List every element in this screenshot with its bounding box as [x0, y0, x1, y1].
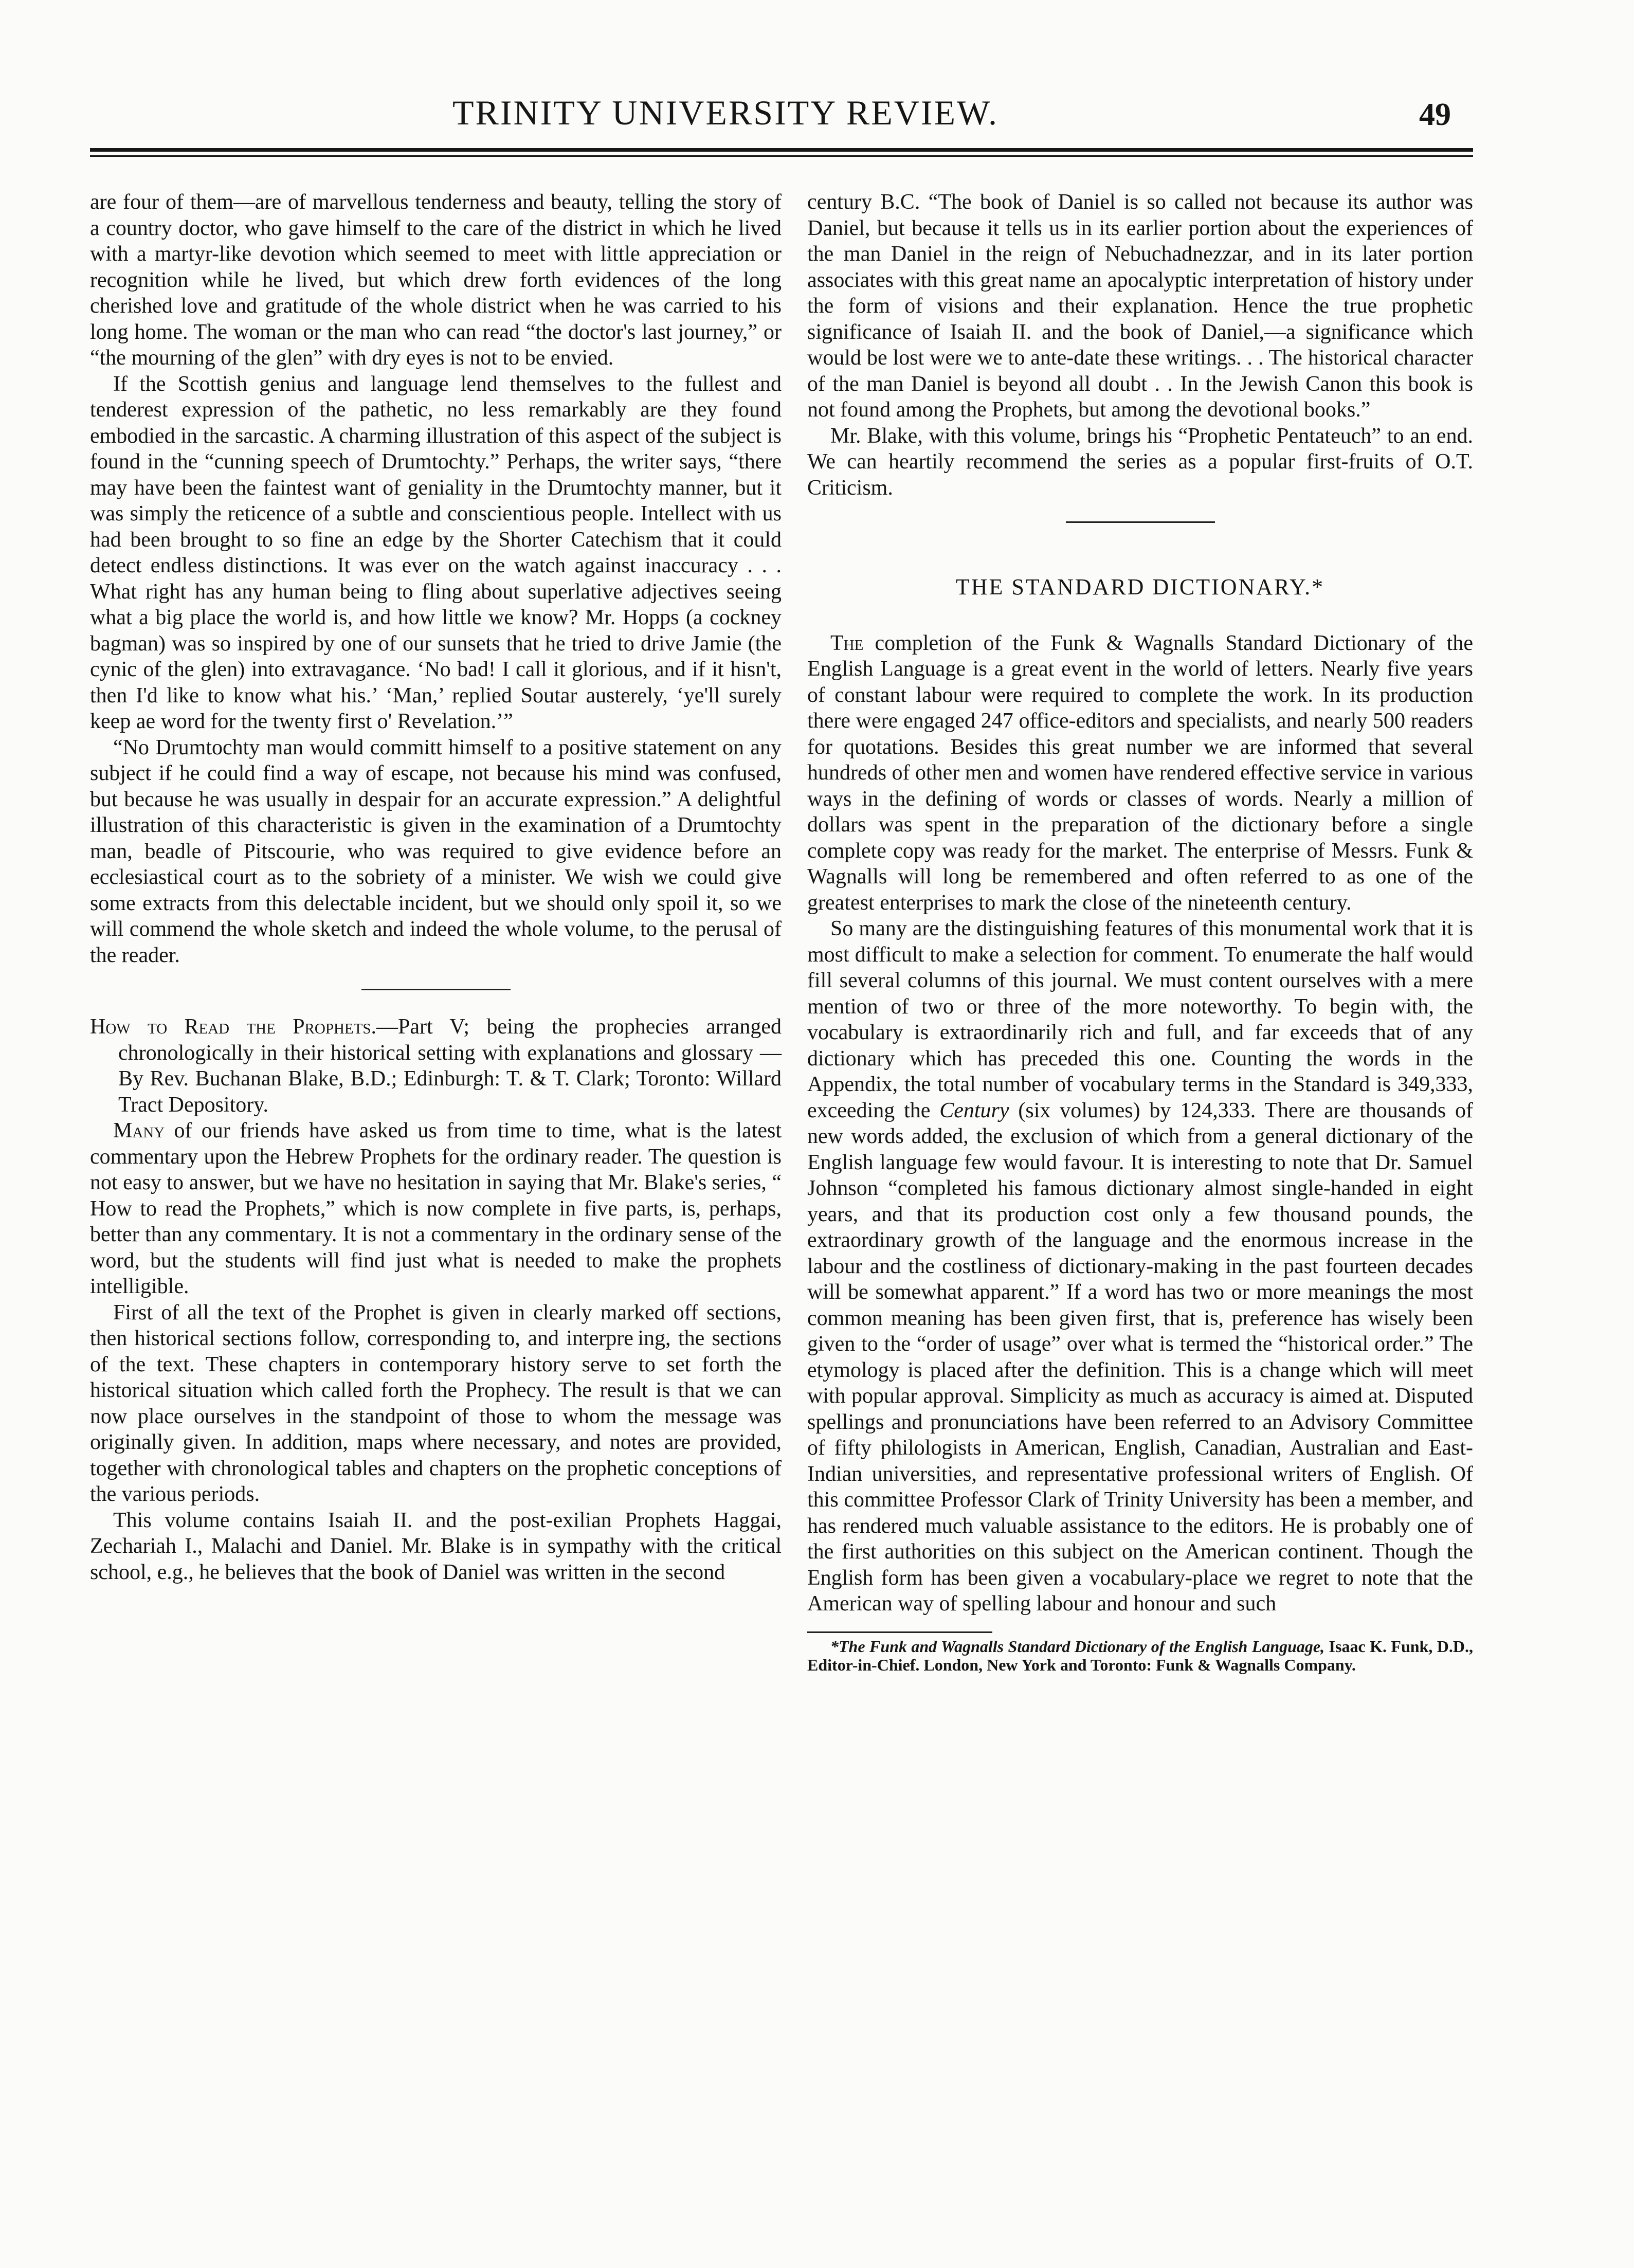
- paragraph-text: So many are the distinguishing features of this monumental work that it is most difficult to make a selection for comment. To enumerate the half would fill several columns of this journal. We must content ourselves with a mere mention of two or three of the more noteworthy. To begin with, the vocabulary is extraordinarily rich and full, and far exceeds that of any dictionary which has preceded this one. Counting the words in the Appendix, the total number of vocabulary terms in the Standard is 349,333, exceeding the: [807, 917, 1473, 1122]
- lead-word: The: [830, 631, 864, 655]
- footnote-title: *The Funk and Wagnalls Standard Dictionary of the English Language,: [830, 1637, 1325, 1656]
- paragraph-text: completion of the Funk & Wagnalls Standard Dictionary of the English Language is a great event in the world of letters. Nearly five years of constant labour were required to complete the work. In its production there were engaged 247 office-editors and specialists, and nearly 500 readers for quotations. Besides this great number we are informed that several hundreds of other men and women have rendered effective service in various ways in the defining of words or classes of words. Nearly a million of dollars was spent in the preparation of the dictionary before a single complete copy was ready for the market. The enterprise of Messrs. Funk & Wagnalls will long be remembered and often referred to as one of the greatest enterprises to mark the close of the nineteenth century.: [807, 631, 1473, 915]
- section-divider: [361, 989, 511, 990]
- paragraph: century B.C. “The book of Daniel is so called not because its author was Daniel, but because it tells us in its earlier portion about the experiences of the man Daniel in the reign of Nebuchadnezzar, and in its later portion associates with this great name an apocalyptic interpretation of history under the form of visions and their explanation. Hence the true prophetic significance of Isaiah II. and the book of Daniel,—a significance which would be lost were we to ante-date these writings. . . The historical character of the man Daniel is beyond all doubt . . In the Jewish Canon this book is not found among the Prophets, but among the devotional books.”: [807, 190, 1473, 422]
- header-rule-thin: [90, 155, 1473, 157]
- left-column: [90, 189, 782, 1585]
- paragraph: [807, 630, 1473, 916]
- paragraph-text: of our friends have asked us from time to time, what is the latest commentary upon the Hebrew Prophets for the ordinary reader. The question is not easy to answer, but we have no hesitation in saying that Mr. Blake's series, “ How to read the Prophets,” which is now complete in five parts, is, perhaps, better than any commentary. It is not a commentary in the ordinary sense of the word, but the students will find just what is needed to make the prophets intelligible.: [90, 1119, 782, 1298]
- paragraph: “No Drumtochty man would committ himself to a positive statement on any subject if he could find a way of escape, not because his mind was confused, but because he was usually in despair for an accurate expression.” A delightful illustration of this characteristic is given in the examination of a Drumtochty man, beadle of Pitscourie, who was required to give evidence before an ecclesiastical court as to the sobriety of a minister. We wish we could give some extracts from this delectable incident, but we should only spoil it, so we will commend the whole sketch and indeed the whole volume, to the perusal of the reader.: [90, 735, 782, 967]
- footnote: [807, 1637, 1473, 1674]
- lead-word: Many: [113, 1119, 165, 1142]
- paragraph: [90, 1118, 782, 1300]
- paragraph: Mr. Blake, with this volume, brings his “Prophetic Pentateuch” to an end. We can heartily recommend the series as a popular first-fruits of O.T. Criticism.: [807, 424, 1473, 500]
- paragraph: [807, 916, 1473, 1617]
- right-column: [807, 189, 1473, 1674]
- paragraph: If the Scottish genius and language lend themselves to the fullest and tenderest expression of the pathetic, no less remarkably are they found embodied in the sarcastic. A charming illustration of this aspect of the subject is found in the “cunning speech of Drumtochty.” Perhaps, the writer says, “there may have been the faintest want of geniality in the Drumtochty manner, but it was simply the reticence of a subtle and conscientious people. Intellect with us had been brought to so fine an edge by the Shorter Catechism that it could detect endless distinctions. It was ever on the watch against inaccuracy . . . What right has any human being to fling about superlative adjectives seeing what a big place the world is, and how little we know? Mr. Hopps (a cockney bagman) was so inspired by one of our sunsets that he tried to drive Jamie (the cynic of the glen) into extravagance. ‘No bad! I call it glorious, and if it hisn't, then I'd like to know what his.’ ‘Man,’ replied Soutar austerely, ‘ye'll surely keep ae word for the twenty first o' Revelation.’”: [90, 372, 782, 733]
- review-details: —Part V; being the prophecies arranged chronologically in their historical setting with explanations and glossary —By Rev. Buchanan Blake, B.D.; Edinburgh: T. & T. Clark; Toronto: Willard Tract Depository.: [118, 1015, 782, 1117]
- review-title: How to Read the Prophets.: [90, 1015, 376, 1039]
- paragraph: are four of them—are of marvellous tenderness and beauty, telling the story of a country doctor, who gave himself to the care of the district in which he lived with a martyr-like devotion which seemed to meet with little appreciation or recognition while he lived, but which drew forth evidences of the long cherished love and gratitude of the whole district when he was carried to his long home. The woman or the man who can read “the doctor's last journey,” or “the mourning of the glen” with dry eyes is not to be envied.: [90, 190, 782, 370]
- footnote-rule: [807, 1631, 992, 1633]
- section-title: THE STANDARD DICTIONARY.*: [955, 574, 1325, 600]
- paragraph-text: (six volumes) by 124,333. There are thousands of new words added, the exclusion of which from a general dictionary of the English language few would favour. It is interesting to note that Dr. Samuel Johnson “completed his famous dictionary almost single-handed in eight years, and that its production cost only a few thousand pounds, the extraordinary growth of the language and the enormous increase in the labour and the costliness of dictionary-making in the past fourteen decades will be somewhat apparent.” If a word has two or more meanings the most common meaning has been given first, that is, preference has wisely been given to the “order of usage” over what is termed the “historical order.” The etymology is placed after the definition. This is a change which will meet with popular approval. Simplicity as much as accuracy is aimed at. Disputed spellings and pronunciations have been referred to an Advisory Committee of fifty philologists in American, English, Canadian, Australian and East-Indian universities, and representative professional writers of English. Of this committee Professor Clark of Trinity University has been a member, and has rendered much valuable assistance to the editors. He is probably one of the first authorities on this subject on the American continent. Though the English form has been given a vocabulary-place we regret to note that the American way of spelling labour and honour and such: [807, 1098, 1474, 1616]
- paragraph: This volume contains Isaiah II. and the post-exilian Prophets Haggai, Zechariah I., Malachi and Daniel. Mr. Blake is in sympathy with the critical school, e.g., he believes that the book of Daniel was written in the second: [90, 1508, 782, 1584]
- running-head: [0, 0, 1634, 154]
- review-heading: [90, 1014, 782, 1118]
- header-rule: [90, 148, 1473, 152]
- paragraph: First of all the text of the Prophet is given in clearly marked off sections, then historical sections follow, corresponding to, and interpre ing, the sections of the text. These chapters in contemporary history serve to set forth the historical situation which called forth the Prophecy. The result is that we can now place ourselves in the standpoint of those to whom the message was originally given. In addition, maps where necessary, and notes are provided, together with chronological tables and chapters on the prophetic conceptions of the various periods.: [90, 1300, 782, 1506]
- journal-title: TRINITY UNIVERSITY REVIEW.: [452, 93, 998, 132]
- italic-title: Century: [939, 1098, 1009, 1122]
- footnote-text: Isaac K. Funk, D.D., Editor-in-Chief. London, New York and Toronto: Funk & Wagnalls Company.: [807, 1637, 1474, 1674]
- page-number: 49: [1419, 97, 1451, 132]
- section-divider: [1066, 521, 1215, 523]
